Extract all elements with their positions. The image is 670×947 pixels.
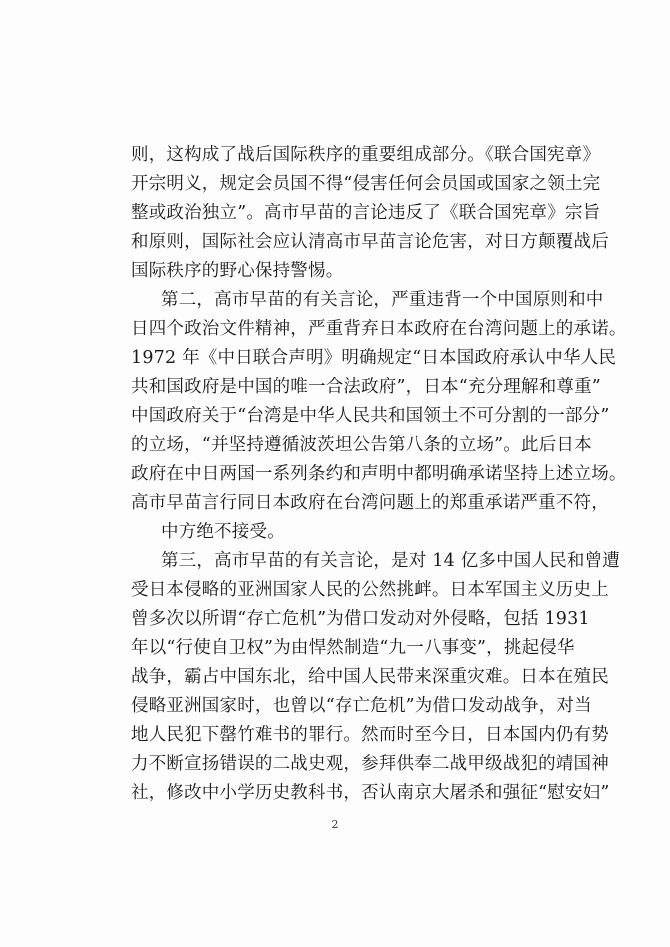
paragraph-1 [131, 141, 609, 286]
text-line: 曾多次以所谓“存亡危机”为借口发动对外侵略，包括 1931 [131, 609, 590, 629]
text-line: 社，修改中小学历史教科书，否认南京大屠杀和强征“慰安妇” [131, 783, 610, 803]
paragraph-2 [131, 286, 627, 547]
text-line: 开宗明义，规定会员国不得“侵害任何会员国或国家之领土完 [131, 174, 601, 194]
text-line: 受日本侵略的亚洲国家人民的公然挑衅。日本军国主义历史上 [131, 580, 609, 600]
text-line: 第三，高市早苗的有关言论，是对 14 亿多中国人民和曾遭 [161, 551, 620, 571]
text-line: 国际秩序的野心保持警惕。 [131, 261, 344, 281]
page-number: 2 [331, 818, 339, 831]
text-line: 共和国政府是中国的唯一合法政府”，日本“充分理解和尊重” [131, 377, 601, 397]
text-line: 年以“行使自卫权”为由悍然制造“九一八事变”，挑起侵华 [131, 638, 575, 658]
text-line: 则，这构成了战后国际秩序的重要组成部分。《联合国宪章》 [131, 145, 601, 165]
text-line: 政府在中日两国一系列条约和声明中都明确承诺坚持上述立场。 [131, 464, 627, 484]
text-line: 日四个政治文件精神，严重背弃日本政府在台湾问题上的承诺。 [131, 319, 627, 339]
text-line: 侵略亚洲国家时，也曾以“存亡危机”为借口发动战争，对当 [131, 696, 592, 716]
paragraph-3 [131, 547, 620, 808]
text-line: 第二，高市早苗的有关言论，严重违背一个中国原则和中 [161, 290, 604, 310]
body-text [131, 141, 627, 808]
text-line: 地人民犯下罄竹难书的罪行。然而时至今日，日本国内仍有势 [131, 725, 609, 745]
text-line: 中方绝不接受。 [161, 522, 285, 542]
text-line: 中国政府关于“台湾是中华人民共和国领土不可分割的一部分” [131, 406, 610, 426]
text-line: 力不断宣扬错误的二战史观，参拜供奉二战甲级战犯的靖国神 [131, 754, 609, 774]
text-line: 1972 年《中日联合声明》明确规定“日本国政府承认中华人民 [131, 348, 617, 368]
text-line: 高市早苗言行同日本政府在台湾问题上的郑重承诺严重不符， [131, 493, 609, 513]
text-line: 战争，霸占中国东北，给中国人民带来深重灾难。日本在殖民 [131, 667, 609, 687]
text-line: 和原则，国际社会应认清高市早苗言论危害，对日方颠覆战后 [131, 232, 609, 252]
text-line: 的立场，“并坚持遵循波茨坦公告第八条的立场”。此后日本 [131, 435, 592, 455]
text-line: 整或政治独立”。高市早苗的言论违反了《联合国宪章》宗旨 [131, 203, 601, 223]
